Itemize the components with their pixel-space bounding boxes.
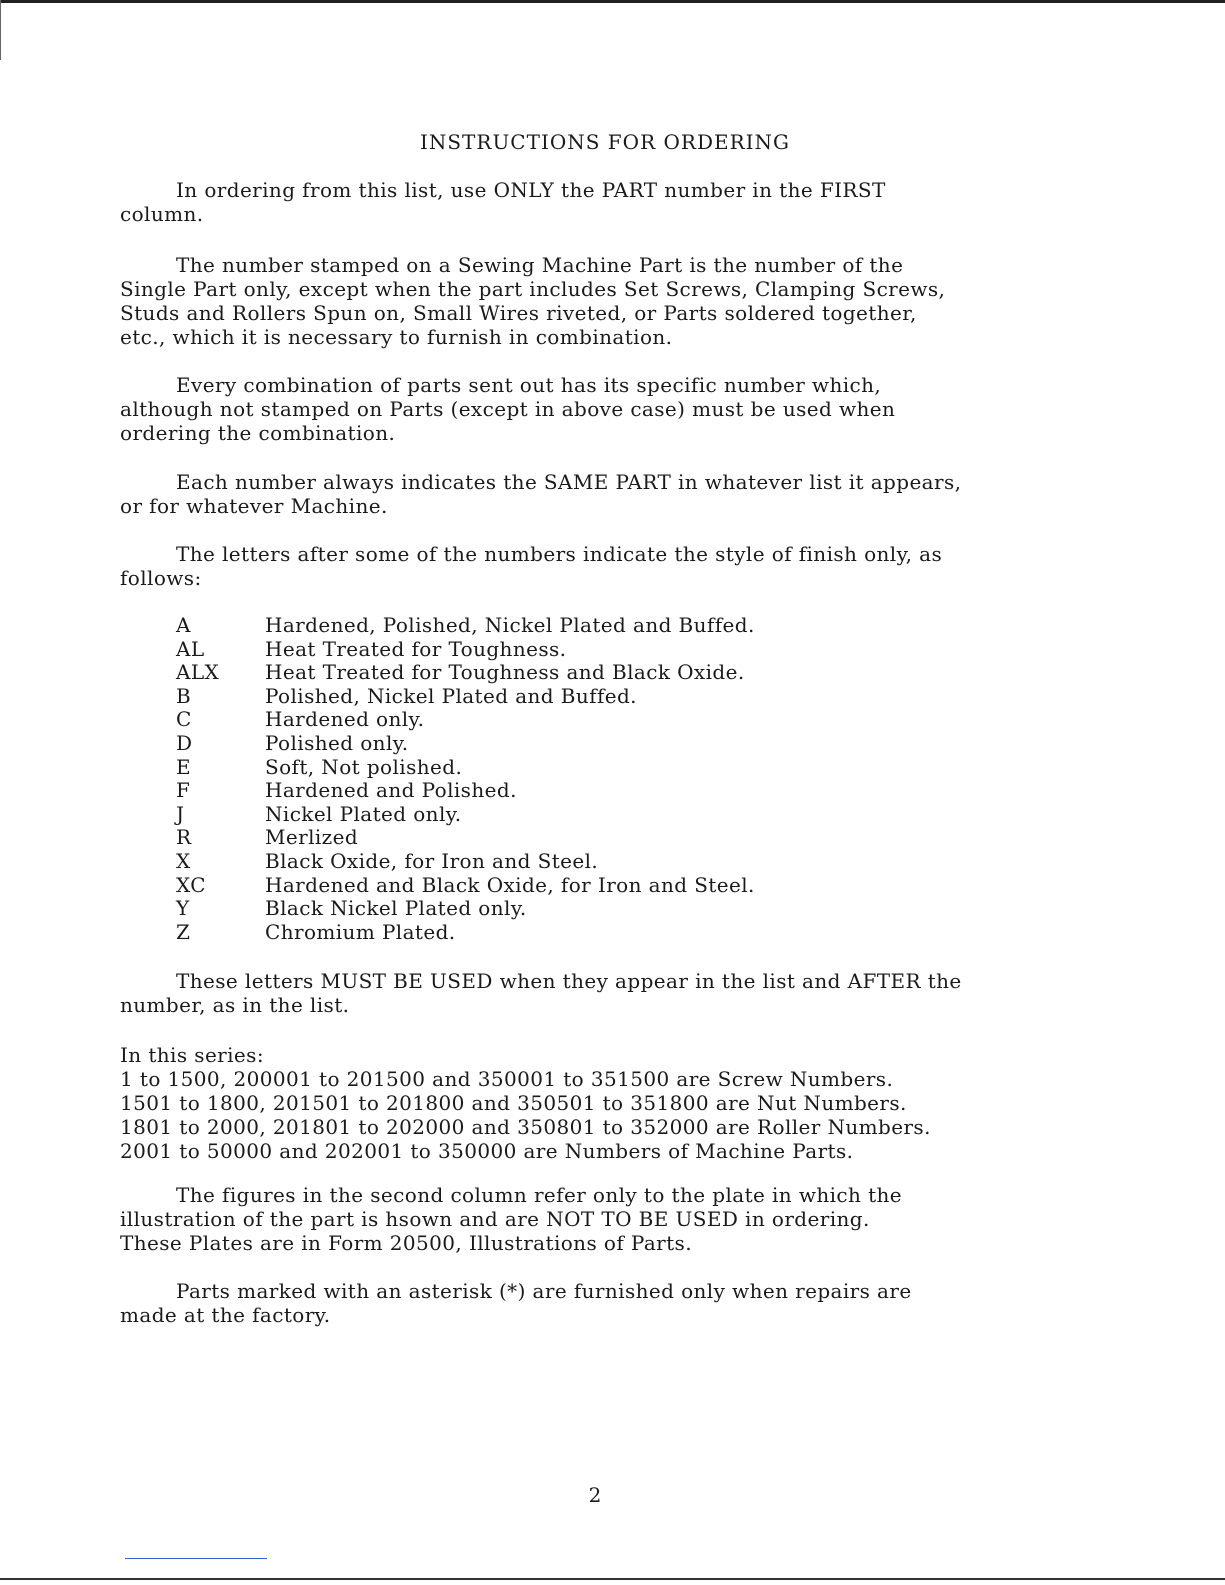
page-title: INSTRUCTIONS FOR ORDERING xyxy=(419,130,791,154)
paragraph-line: made at the factory. xyxy=(120,1303,331,1327)
legend-row xyxy=(176,779,755,803)
paragraph-line: follows: xyxy=(120,566,202,590)
paragraph-line: These Plates are in Form 20500, Illustrations of Parts. xyxy=(120,1231,692,1255)
paragraph-line: The figures in the second column refer only to the plate in which the xyxy=(176,1183,903,1207)
legend-code: F xyxy=(176,778,191,803)
paragraph-line: Parts marked with an asterisk (*) are furnished only when repairs are xyxy=(176,1279,912,1303)
legend-code: AL xyxy=(176,636,205,661)
legend-description: Heat Treated for Toughness. xyxy=(265,636,567,661)
top-border xyxy=(0,0,1225,3)
paragraph-line: etc., which it is necessary to furnish in combination. xyxy=(120,325,673,349)
legend-row xyxy=(176,614,755,638)
legend-row xyxy=(176,874,755,898)
paragraph-stamped-number xyxy=(120,253,1120,349)
legend-code: Y xyxy=(176,896,190,921)
legend-code: C xyxy=(176,707,192,732)
page-number: 2 xyxy=(588,1483,602,1507)
paragraph-same-part xyxy=(120,470,1120,518)
legend-code: J xyxy=(176,801,185,826)
legend-description: Hardened only. xyxy=(265,707,425,732)
legend-row xyxy=(176,756,755,780)
series-line: 1801 to 2000, 201801 to 202000 and 350801 to 352000 are Roller Numbers. xyxy=(120,1115,931,1139)
paragraph-finish-letters xyxy=(120,542,1120,590)
legend-code: E xyxy=(176,754,191,779)
legend-row xyxy=(176,897,755,921)
legend-description: Black Nickel Plated only. xyxy=(265,896,527,921)
series-line: 2001 to 50000 and 202001 to 350000 are Numbers of Machine Parts. xyxy=(120,1139,854,1163)
legend-row xyxy=(176,803,755,827)
paragraph-line: column. xyxy=(120,202,204,226)
paragraph-line: illustration of the part is hsown and are NOT TO BE USED in ordering. xyxy=(120,1207,870,1231)
paragraph-line: In ordering from this list, use ONLY the PART number in the FIRST xyxy=(176,178,886,202)
legend-description: Polished, Nickel Plated and Buffed. xyxy=(265,683,637,708)
paragraph-line: The letters after some of the numbers indicate the style of finish only, as xyxy=(176,542,943,566)
legend-row xyxy=(176,850,755,874)
legend-row xyxy=(176,826,755,850)
series-line: In this series: xyxy=(120,1043,264,1067)
legend-description: Hardened and Black Oxide, for Iron and Steel. xyxy=(265,872,755,897)
paragraph-line: Every combination of parts sent out has its specific number which, xyxy=(176,373,882,397)
legend-description: Black Oxide, for Iron and Steel. xyxy=(265,848,599,873)
paragraph-combination xyxy=(120,373,1120,445)
legend-row xyxy=(176,638,755,662)
legend-description: Merlized xyxy=(265,825,359,850)
left-edge-mark xyxy=(0,0,1,60)
paragraph-line: These letters MUST BE USED when they appear in the list and AFTER the xyxy=(176,969,962,993)
paragraph-letters-must-be-used xyxy=(120,969,1120,1017)
legend-row xyxy=(176,708,755,732)
legend-description: Hardened and Polished. xyxy=(265,778,517,803)
paragraph-line: number, as in the list. xyxy=(120,993,350,1017)
legend-row xyxy=(176,685,755,709)
legend-row xyxy=(176,921,755,945)
paragraph-line: Studs and Rollers Spun on, Small Wires riveted, or Parts soldered together, xyxy=(120,301,917,325)
legend-code: XC xyxy=(176,872,206,897)
legend-description: Chromium Plated. xyxy=(265,919,456,944)
bottom-border xyxy=(0,1578,1225,1580)
legend-description: Hardened, Polished, Nickel Plated and Buffed. xyxy=(265,613,755,637)
legend-row xyxy=(176,732,755,756)
paragraph-plates xyxy=(120,1183,1120,1255)
legend-description: Polished only. xyxy=(265,730,409,755)
series-line: 1501 to 1800, 201501 to 201800 and 350501 to 351800 are Nut Numbers. xyxy=(120,1091,907,1115)
series-ranges xyxy=(120,1043,1120,1163)
legend-description: Heat Treated for Toughness and Black Oxide. xyxy=(265,660,745,685)
bottom-blue-line xyxy=(125,1558,267,1559)
paragraph-line: Single Part only, except when the part includes Set Screws, Clamping Screws, xyxy=(120,277,946,301)
paragraph-line: The number stamped on a Sewing Machine Part is the number of the xyxy=(176,253,904,277)
paragraph-line: Each number always indicates the SAME PART in whatever list it appears, xyxy=(176,470,962,494)
legend-code: B xyxy=(176,683,192,708)
legend-code: ALX xyxy=(176,660,220,685)
legend-code: D xyxy=(176,730,193,755)
finish-legend xyxy=(176,614,755,944)
legend-code: R xyxy=(176,825,192,850)
legend-row xyxy=(176,661,755,685)
legend-description: Soft, Not polished. xyxy=(265,754,463,779)
legend-code: A xyxy=(176,613,191,637)
paragraph-ordering xyxy=(120,178,1120,226)
paragraph-asterisk xyxy=(120,1279,1120,1327)
paragraph-line: ordering the combination. xyxy=(120,421,396,445)
paragraph-line: although not stamped on Parts (except in above case) must be used when xyxy=(120,397,896,421)
paragraph-line: or for whatever Machine. xyxy=(120,494,388,518)
series-line: 1 to 1500, 200001 to 201500 and 350001 to 351500 are Screw Numbers. xyxy=(120,1067,894,1091)
legend-code: Z xyxy=(176,919,191,944)
legend-description: Nickel Plated only. xyxy=(265,801,462,826)
legend-code: X xyxy=(176,848,191,873)
